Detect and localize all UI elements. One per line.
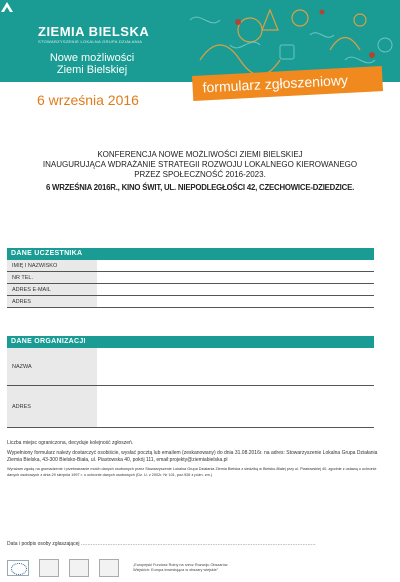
eu-flag-icon: [7, 560, 29, 576]
organization-row-address: [7, 386, 374, 428]
field-label-org-address: ADRES: [7, 386, 97, 427]
conference-info: [0, 150, 400, 193]
signature-line: Data i podpis osoby zgłaszającej ……………………………………………………………………………………………………………………………: [7, 541, 316, 547]
eu-fund-line-2: Wiejskich: Europa inwestująca w obszary wiejskie”: [133, 568, 219, 572]
participant-row-email: [7, 284, 374, 296]
org-name-field[interactable]: [97, 348, 374, 385]
eu-fund-text: [133, 563, 228, 573]
field-label-email: ADRES E-MAIL: [7, 284, 97, 295]
field-label-phone: NR TEL.: [7, 272, 97, 283]
event-date: 6 września 2016: [37, 92, 139, 108]
email-field[interactable]: [97, 284, 374, 295]
organization-section-title: DANE ORGANIZACJI: [7, 336, 374, 348]
logo-subtitle: STOWARZYSZENIE LOKALNA GRUPA DZIAŁANIA: [38, 39, 143, 44]
header: [0, 0, 400, 112]
eu-fund-line-1: „Europejski Fundusz Rolny na rzecz Rozwoju Obszarów: [133, 563, 228, 567]
notes: [7, 440, 379, 481]
consent-note: Wyrażam zgodę na gromadzenie i przetwarzanie moich danych osobowych przez Stowarzyszenie Lokalna Grupa Działania Ziemia Bielska z siedzibą w Bielsku-Białej przy ul. Piastowskiej 40, zgodnie z ustawą o ochronie danych osobowych z dnia 29 sierpnia 1997 r. o ochronie danych osobowych (Dz. U. z 2002r. Nr 101, poz.926 z późn. zm.): [7, 467, 377, 477]
name-field[interactable]: [97, 260, 374, 271]
leader-logo-icon: [39, 559, 59, 577]
conference-line-2: INAUGURUJĄCA WDRAŻANIE STRATEGII ROZWOJU LOKALNEGO KIEROWANEGO: [42, 160, 358, 169]
prow-logo-icon: [99, 559, 119, 577]
conference-line-1: KONFERENCJA NOWE MOŻLIWOŚCI ZIEMI BIELSKIEJ: [97, 150, 303, 159]
form-label: formularz zgłoszeniowy: [192, 66, 383, 101]
slogan-line-2: Ziemi Bielskiej: [56, 64, 128, 76]
lgd-logo-icon: [69, 559, 89, 577]
phone-field[interactable]: [97, 272, 374, 283]
participant-row-phone: [7, 272, 374, 284]
organization-section: [7, 336, 374, 428]
participant-row-name: [7, 260, 374, 272]
field-label-org-name: NAZWA: [7, 348, 97, 385]
footer-logos: [7, 557, 379, 579]
conference-line-3: PRZEZ SPOŁECZNOŚĆ 2016-2023.: [134, 170, 266, 179]
field-label-name: IMIĘ I NAZWISKO: [7, 260, 97, 271]
participant-section: [7, 248, 374, 308]
participant-row-address: [7, 296, 374, 308]
address-field[interactable]: [97, 296, 374, 307]
org-address-field[interactable]: [97, 386, 374, 427]
limit-note: Liczba miejsc ograniczona, decyduje kolejność zgłoszeń.: [7, 440, 134, 446]
delivery-note: Wypełniony formularz należy dostarczyć osobiście, wysłać pocztą lub emailem (zeskanowany) do dnia 31.08.2016r. na adres: Stowarzyszenie Lokalna Grupa Działania Ziemia Bielska, 43-300 Bielsko-Biała, ul. Piastowska 40, pokój 111, email:projekty@ziemiabielska.pl: [7, 450, 378, 463]
slogan-line-1: Nowe możliwości: [49, 52, 135, 64]
participant-section-title: DANE UCZESTNIKA: [7, 248, 374, 260]
ziemia-bielska-logo-icon: [0, 0, 14, 14]
organization-row-name: [7, 348, 374, 386]
slogan: [42, 52, 142, 76]
logo-title: ZIEMIA BIELSKA: [38, 24, 150, 39]
field-label-address: ADRES: [7, 296, 97, 307]
conference-place: 6 WRZEŚNIA 2016R., KINO ŚWIT, UL. NIEPODLEGŁOŚCI 42, CZECHOWICE-DZIEDZICE.: [45, 183, 355, 192]
